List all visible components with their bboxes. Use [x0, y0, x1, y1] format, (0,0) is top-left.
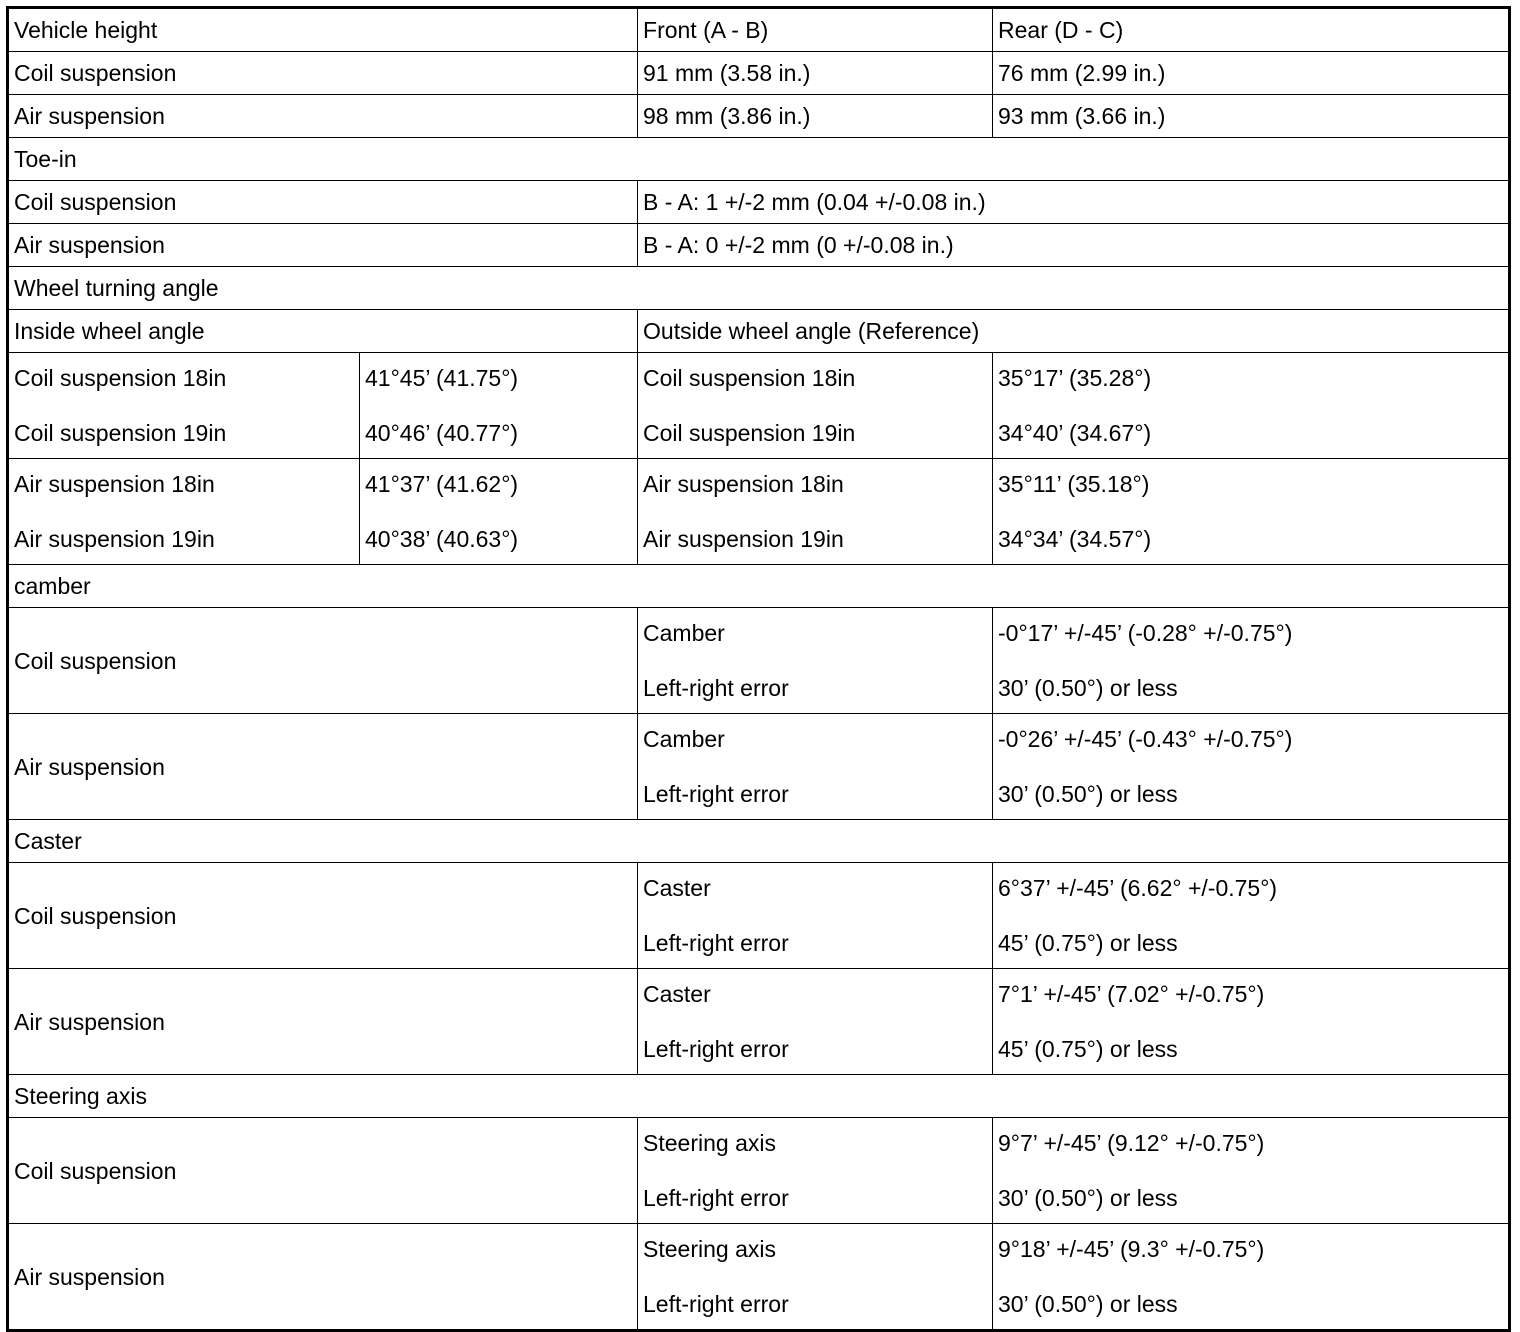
table-row — [8, 138, 1510, 181]
spacer — [365, 497, 637, 526]
item-label: Camber — [643, 726, 725, 752]
table-row — [8, 863, 1510, 969]
value-cell — [360, 353, 638, 459]
outside-18-label: Coil suspension 18in — [643, 365, 856, 391]
row-label: Coil suspension — [8, 608, 638, 714]
value-cell — [993, 459, 1510, 565]
value-cell — [993, 714, 1510, 820]
item-value: 6°37’ +/-45’ (6.62° +/-0.75°) — [998, 875, 1278, 901]
section-header-steering-axis: Steering axis — [8, 1075, 1510, 1118]
rear-header: Rear (D - C) — [993, 8, 1510, 52]
table-row — [8, 224, 1510, 267]
table-row — [8, 353, 1510, 459]
item-label: Camber — [643, 620, 725, 646]
outside-19-label: Air suspension 19in — [643, 526, 844, 552]
spacer — [998, 1007, 1508, 1036]
item-cell — [638, 608, 993, 714]
spacer — [998, 1156, 1508, 1185]
error-value: 45’ (0.75°) or less — [998, 930, 1178, 956]
error-value: 30’ (0.50°) or less — [998, 1185, 1178, 1211]
error-label: Left-right error — [643, 781, 789, 807]
error-label: Left-right error — [643, 930, 789, 956]
vehicle-height-header: Vehicle height — [8, 8, 638, 52]
error-label: Left-right error — [643, 675, 789, 701]
spacer — [998, 1262, 1508, 1291]
inside-wheel-angle-header: Inside wheel angle — [8, 310, 638, 353]
outside-18-label: Air suspension 18in — [643, 471, 844, 497]
table-row — [8, 181, 1510, 224]
value-cell — [360, 459, 638, 565]
error-label: Left-right error — [643, 1291, 789, 1317]
spacer — [998, 646, 1508, 675]
spacer — [643, 1262, 992, 1291]
spacer — [365, 391, 637, 420]
spacer — [643, 497, 992, 526]
value-cell: B - A: 1 +/-2 mm (0.04 +/-0.08 in.) — [638, 181, 1510, 224]
inside-19-value: 40°46’ (40.77°) — [365, 420, 519, 446]
item-cell — [638, 969, 993, 1075]
table-row — [8, 1118, 1510, 1224]
row-label: Air suspension — [8, 969, 638, 1075]
value-cell — [993, 1224, 1510, 1331]
spacer — [998, 752, 1508, 781]
outside-wheel-angle-header: Outside wheel angle (Reference) — [638, 310, 1510, 353]
table-row — [8, 714, 1510, 820]
section-header-caster: Caster — [8, 820, 1510, 863]
spacer — [998, 391, 1508, 420]
row-label: Air suspension — [8, 95, 638, 138]
table-row — [8, 310, 1510, 353]
error-label: Left-right error — [643, 1036, 789, 1062]
error-value: 30’ (0.50°) or less — [998, 1291, 1178, 1317]
inside-18-label: Coil suspension 18in — [14, 365, 227, 391]
row-label: Coil suspension — [8, 1118, 638, 1224]
item-label: Caster — [643, 875, 711, 901]
row-label: Air suspension — [8, 1224, 638, 1331]
error-value: 30’ (0.50°) or less — [998, 781, 1178, 807]
spacer — [643, 391, 992, 420]
front-header: Front (A - B) — [638, 8, 993, 52]
item-value: 7°1’ +/-45’ (7.02° +/-0.75°) — [998, 981, 1265, 1007]
value-cell — [993, 608, 1510, 714]
value-cell: 98 mm (3.86 in.) — [638, 95, 993, 138]
inside-18-value: 41°37’ (41.62°) — [365, 471, 519, 497]
outside-18-value: 35°11’ (35.18°) — [998, 471, 1150, 497]
item-cell — [638, 1118, 993, 1224]
spacer — [14, 497, 359, 526]
outside-18-value: 35°17’ (35.28°) — [998, 365, 1152, 391]
value-cell: 93 mm (3.66 in.) — [993, 95, 1510, 138]
item-label: Steering axis — [643, 1130, 776, 1156]
error-value: 30’ (0.50°) or less — [998, 675, 1178, 701]
spacer — [998, 901, 1508, 930]
error-label: Left-right error — [643, 1185, 789, 1211]
item-label: Steering axis — [643, 1236, 776, 1262]
spacer — [14, 391, 359, 420]
row-label: Coil suspension — [8, 52, 638, 95]
table-row — [8, 608, 1510, 714]
row-label: Air suspension — [8, 224, 638, 267]
spacer — [643, 752, 992, 781]
spacer — [643, 1007, 992, 1036]
table-row — [8, 267, 1510, 310]
value-cell — [993, 863, 1510, 969]
item-cell — [638, 863, 993, 969]
outside-19-value: 34°40’ (34.67°) — [998, 420, 1152, 446]
spacer — [643, 1156, 992, 1185]
table-row — [8, 969, 1510, 1075]
item-label: Caster — [643, 981, 711, 1007]
inside-18-value: 41°45’ (41.75°) — [365, 365, 519, 391]
item-value: -0°17’ +/-45’ (-0.28° +/-0.75°) — [998, 620, 1293, 646]
row-label: Coil suspension — [8, 863, 638, 969]
item-cell — [638, 714, 993, 820]
value-cell: 91 mm (3.58 in.) — [638, 52, 993, 95]
row-label — [638, 353, 993, 459]
row-label: Coil suspension — [8, 181, 638, 224]
item-cell — [638, 1224, 993, 1331]
table-row — [8, 1224, 1510, 1331]
value-cell — [993, 353, 1510, 459]
row-label: Air suspension — [8, 714, 638, 820]
inside-19-value: 40°38’ (40.63°) — [365, 526, 519, 552]
spacer — [998, 497, 1508, 526]
spacer — [643, 901, 992, 930]
value-cell: 76 mm (2.99 in.) — [993, 52, 1510, 95]
section-header-wheel-turning-angle: Wheel turning angle — [8, 267, 1510, 310]
value-cell — [993, 1118, 1510, 1224]
table-row — [8, 565, 1510, 608]
value-cell — [993, 969, 1510, 1075]
value-cell: B - A: 0 +/-2 mm (0 +/-0.08 in.) — [638, 224, 1510, 267]
table-row — [8, 459, 1510, 565]
outside-19-label: Coil suspension 19in — [643, 420, 856, 446]
row-label — [8, 353, 360, 459]
error-value: 45’ (0.75°) or less — [998, 1036, 1178, 1062]
table-row — [8, 1075, 1510, 1118]
inside-19-label: Air suspension 19in — [14, 526, 215, 552]
section-header-camber: camber — [8, 565, 1510, 608]
inside-18-label: Air suspension 18in — [14, 471, 215, 497]
table-row — [8, 95, 1510, 138]
inside-19-label: Coil suspension 19in — [14, 420, 227, 446]
row-label — [8, 459, 360, 565]
item-value: -0°26’ +/-45’ (-0.43° +/-0.75°) — [998, 726, 1293, 752]
item-value: 9°7’ +/-45’ (9.12° +/-0.75°) — [998, 1130, 1265, 1156]
spacer — [643, 646, 992, 675]
section-header-toe-in: Toe-in — [8, 138, 1510, 181]
table-row — [8, 820, 1510, 863]
alignment-spec-table — [6, 6, 1511, 1332]
outside-19-value: 34°34’ (34.57°) — [998, 526, 1152, 552]
table-row — [8, 52, 1510, 95]
item-value: 9°18’ +/-45’ (9.3° +/-0.75°) — [998, 1236, 1265, 1262]
table-row — [8, 8, 1510, 52]
row-label — [638, 459, 993, 565]
